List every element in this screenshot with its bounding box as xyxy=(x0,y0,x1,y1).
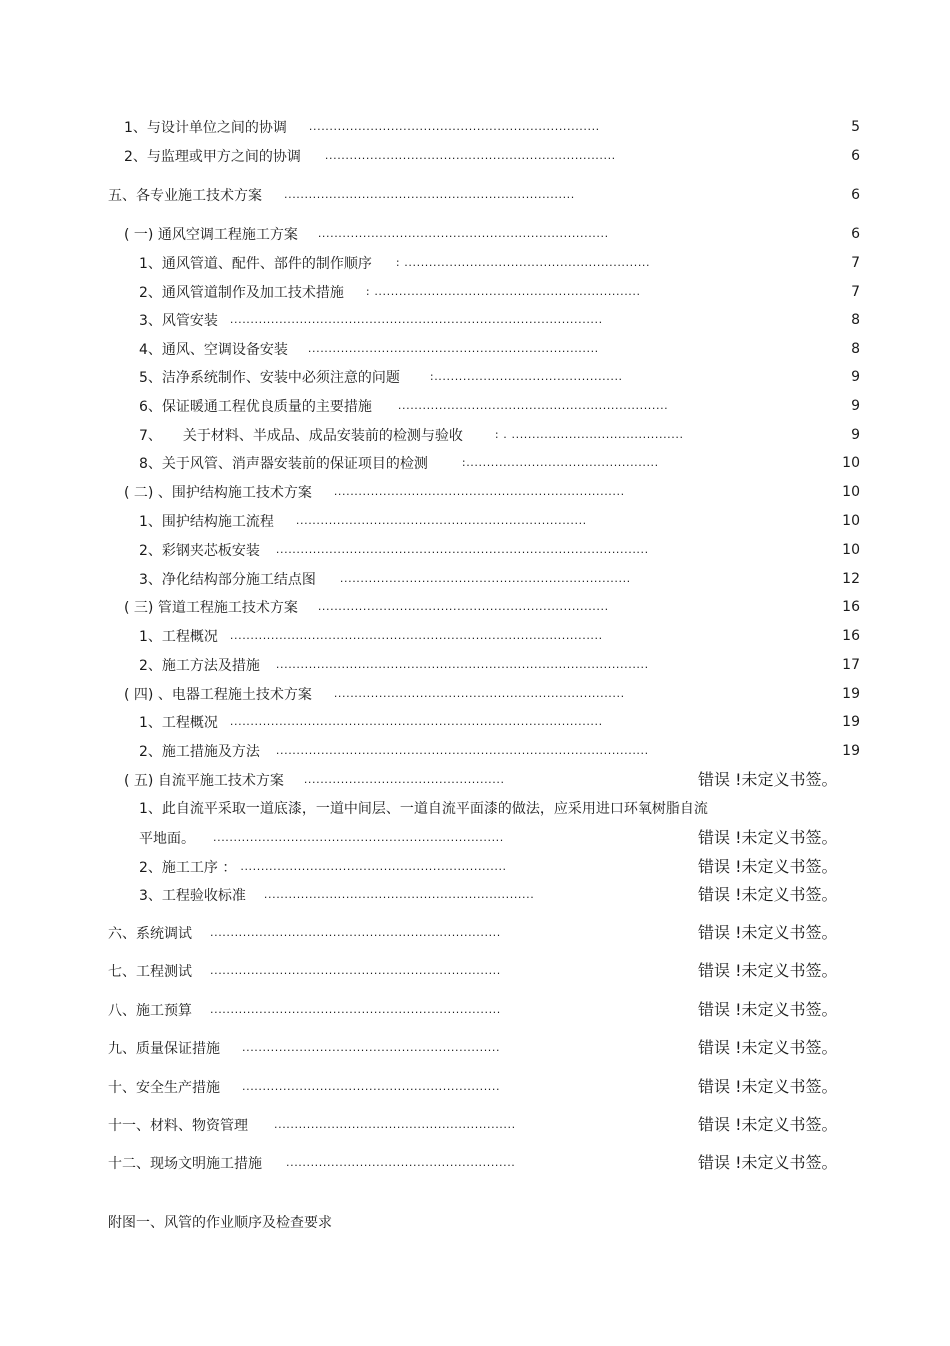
toc-entry xyxy=(124,225,609,244)
toc-leader-dots: ....................................................................... xyxy=(324,149,616,162)
toc-bookmark-error: 错误 !未定义书签。 xyxy=(698,1077,838,1096)
toc-bookmark-error: 错误 !未定义书签。 xyxy=(698,1038,838,1057)
toc-page-number: 17 xyxy=(842,657,860,673)
toc-bookmark-error: 错误 !未定义书签。 xyxy=(698,1000,838,1019)
toc-entry xyxy=(139,800,708,818)
toc-entry-title: 八、施工预算 xyxy=(108,1003,192,1019)
toc-entry xyxy=(124,685,625,704)
toc-entry xyxy=(124,118,600,137)
toc-bookmark-error: 错误 !未定义书签。 xyxy=(698,770,838,789)
toc-bookmark-error: 错误 !未定义书签。 xyxy=(698,828,838,847)
toc-entry xyxy=(139,340,599,359)
toc-entry xyxy=(139,283,641,302)
toc-entry-title: 1、工程概况 xyxy=(139,629,218,645)
toc-entry xyxy=(139,713,603,732)
toc-entry xyxy=(139,627,603,646)
toc-page-number: 19 xyxy=(842,743,860,759)
toc-page-number: 16 xyxy=(842,599,860,615)
toc-entry-title: 3、工程验收标准 xyxy=(139,888,246,904)
toc-leader-dots: ........................................................................................... xyxy=(275,543,649,556)
toc-entry-title: ( 四) 、电器工程施土技术方案 xyxy=(124,687,312,703)
toc-leader-dots: ....................................................................... xyxy=(213,831,504,844)
toc-entry-title: 1、此自流平采取一道底漆，一道中间层、一道自流平面漆的做法，应采用进口环氧树脂自流 xyxy=(139,801,708,817)
toc-entry-title: 8、关于风管、消声器安装前的保证项目的检测 xyxy=(139,456,428,472)
toc-page-number: 5 xyxy=(851,119,860,135)
toc-entry-title: ( 五) 自流平施工技术方案 xyxy=(124,773,284,789)
toc-page-number: 9 xyxy=(851,369,860,385)
toc-entry-title: 六、系统调试 xyxy=(108,926,192,942)
toc-entry xyxy=(124,771,505,790)
toc-bookmark-error: 错误 !未定义书签。 xyxy=(698,1153,838,1172)
toc-leader-dots: ........................................................................................... xyxy=(229,715,603,728)
toc-entry xyxy=(124,483,625,502)
toc-entry xyxy=(108,1116,516,1135)
toc-entry-title: 4、通风、空调设备安装 xyxy=(139,342,288,358)
toc-leader-dots: ....................................................................... xyxy=(210,926,501,939)
toc-entry xyxy=(139,541,649,560)
toc-leader-dots: ....................................................................... xyxy=(210,1003,501,1016)
toc-page-number: 16 xyxy=(842,628,860,644)
toc-entry xyxy=(139,656,649,675)
toc-page-number: 9 xyxy=(851,427,860,443)
toc-leader-dots: .................................................................. xyxy=(397,399,669,412)
toc-entry-title: ( 二) 、围护结构施工技术方案 xyxy=(124,485,312,501)
toc-bookmark-error: 错误 !未定义书签。 xyxy=(698,857,838,876)
toc-entry xyxy=(108,1001,501,1020)
toc-leader-dots: ....................................................................... xyxy=(307,342,599,355)
toc-leader-dots: ........................................................................................... xyxy=(229,629,603,642)
toc-entry xyxy=(108,1154,515,1173)
toc-entry-title: 1、围护结构施工流程 xyxy=(139,514,274,530)
toc-page-number: 8 xyxy=(851,312,860,328)
toc-leader-dots: ....................................................................... xyxy=(333,687,625,700)
toc-leader-dots: ............................................................... xyxy=(242,1041,501,1054)
toc-bookmark-error: 错误 !未定义书签。 xyxy=(698,1115,838,1134)
toc-leader-dots: ....................................................................... xyxy=(308,120,600,133)
toc-leader-dots: ................................................. xyxy=(303,773,505,786)
toc-leader-dots: ................................................................. xyxy=(240,860,507,873)
toc-entry-title: ( 一) 通风空调工程施工方案 xyxy=(124,227,298,243)
toc-entry xyxy=(108,962,501,981)
toc-leader-dots: :.............................................. xyxy=(429,370,623,383)
toc-entry-title: 2、通风管道制作及加工技术措施 xyxy=(139,285,344,301)
toc-entry xyxy=(139,829,504,848)
toc-bookmark-error: 错误 !未定义书签。 xyxy=(698,923,838,942)
toc-entry xyxy=(139,368,623,387)
toc-leader-dots: : ................................................................. xyxy=(365,285,641,298)
toc-entry-title: 1、通风管道、配件、部件的制作顺序 xyxy=(139,256,372,272)
toc-entry-title: 1、工程概况 xyxy=(139,715,218,731)
toc-page-number: 19 xyxy=(842,714,860,730)
toc-leader-dots: ........................................................................................... xyxy=(229,313,603,326)
toc-entry xyxy=(139,742,649,761)
toc-leader-dots: ....................................................................... xyxy=(333,485,625,498)
toc-entry-title: 5、洁净系统制作、安装中必须注意的问题 xyxy=(139,370,400,386)
toc-entry xyxy=(139,254,650,273)
toc-leader-dots: ....................................................................... xyxy=(210,964,501,977)
toc-entry-title: 1、与设计单位之间的协调 xyxy=(124,120,287,136)
toc-entry xyxy=(108,186,575,205)
toc-entry xyxy=(139,570,631,589)
toc-page-number: 6 xyxy=(851,226,860,242)
toc-entry xyxy=(124,598,609,617)
toc-page-number: 10 xyxy=(842,484,860,500)
toc-page-number: 7 xyxy=(851,284,860,300)
toc-entry-title: 3、风管安装 xyxy=(139,313,218,329)
toc-page-number: 10 xyxy=(842,455,860,471)
toc-entry-title: 九、质量保证措施 xyxy=(108,1041,220,1057)
toc-leader-dots: ....................................................................... xyxy=(295,514,587,527)
toc-leader-dots: ....................................................................... xyxy=(317,600,609,613)
toc-page-number: 6 xyxy=(851,187,860,203)
toc-entry-title: 7、 关于材料、半成品、成品安装前的检测与验收 xyxy=(139,428,463,444)
toc-leader-dots: ............................................................... xyxy=(242,1080,501,1093)
toc-entry-title: 十一、材料、物资管理 xyxy=(108,1118,248,1134)
toc-entry-title: 2、施工工序 ： xyxy=(139,860,237,876)
toc-leader-dots: ........................................................................................... xyxy=(275,744,649,757)
toc-entry xyxy=(108,924,501,943)
toc-page-number: 19 xyxy=(842,686,860,702)
toc-entry-title: 6、保证暖通工程优良质量的主要措施 xyxy=(139,399,372,415)
toc-leader-dots: ........................................................ xyxy=(286,1156,516,1169)
toc-page-number: 7 xyxy=(851,255,860,271)
toc-entry-title: 3、净化结构部分施工结点图 xyxy=(139,572,316,588)
toc-leader-dots: ....................................................................... xyxy=(317,227,609,240)
toc-entry-title: 五、各专业施工技术方案 xyxy=(108,188,262,204)
toc-leader-dots: ........................................................... xyxy=(274,1118,516,1131)
toc-leader-dots: : ............................................................ xyxy=(395,256,651,269)
toc-entry-title: 十二、现场文明施工措施 xyxy=(108,1156,262,1172)
toc-page-number: 12 xyxy=(842,571,860,587)
toc-entry xyxy=(139,858,507,877)
toc-leader-dots: ....................................................................... xyxy=(339,572,631,585)
toc-leader-dots: ........................................................................................... xyxy=(275,658,649,671)
appendix-title: 附图一、风管的作业顺序及检查要求 xyxy=(108,1215,332,1231)
toc-entry xyxy=(124,147,616,166)
toc-entry-title: 2、与监理或甲方之间的协调 xyxy=(124,149,301,165)
toc-leader-dots: .................................................................. xyxy=(263,888,535,901)
toc-page-number: 6 xyxy=(851,148,860,164)
toc-leader-dots: :............................................... xyxy=(461,456,659,469)
toc-entry xyxy=(139,512,587,531)
toc-entry xyxy=(139,397,668,416)
toc-entry xyxy=(139,886,534,905)
toc-entry-title: 十、安全生产措施 xyxy=(108,1080,220,1096)
toc-entry-title: 2、施工方法及措施 xyxy=(139,658,260,674)
toc-entry xyxy=(139,311,603,330)
toc-entry-title: 2、彩钢夹芯板安装 xyxy=(139,543,260,559)
toc-page-number: 9 xyxy=(851,398,860,414)
toc-entry xyxy=(108,1078,500,1097)
toc-entry-title: 七、工程测试 xyxy=(108,964,192,980)
toc-entry-title: 2、施工措施及方法 xyxy=(139,744,260,760)
toc-leader-dots: ....................................................................... xyxy=(284,188,575,201)
toc-bookmark-error: 错误 !未定义书签。 xyxy=(698,885,838,904)
toc-leader-dots: : . .......................................... xyxy=(494,428,684,441)
toc-bookmark-error: 错误 !未定义书签。 xyxy=(698,961,838,980)
toc-page-number: 10 xyxy=(842,542,860,558)
toc-entry xyxy=(139,454,659,473)
toc-entry-title: ( 三) 管道工程施工技术方案 xyxy=(124,600,298,616)
toc-page-number: 10 xyxy=(842,513,860,529)
toc-entry xyxy=(139,426,684,445)
toc-page-number: 8 xyxy=(851,341,860,357)
toc-entry xyxy=(108,1039,500,1058)
toc-entry-title: 平地面。 xyxy=(139,831,195,847)
